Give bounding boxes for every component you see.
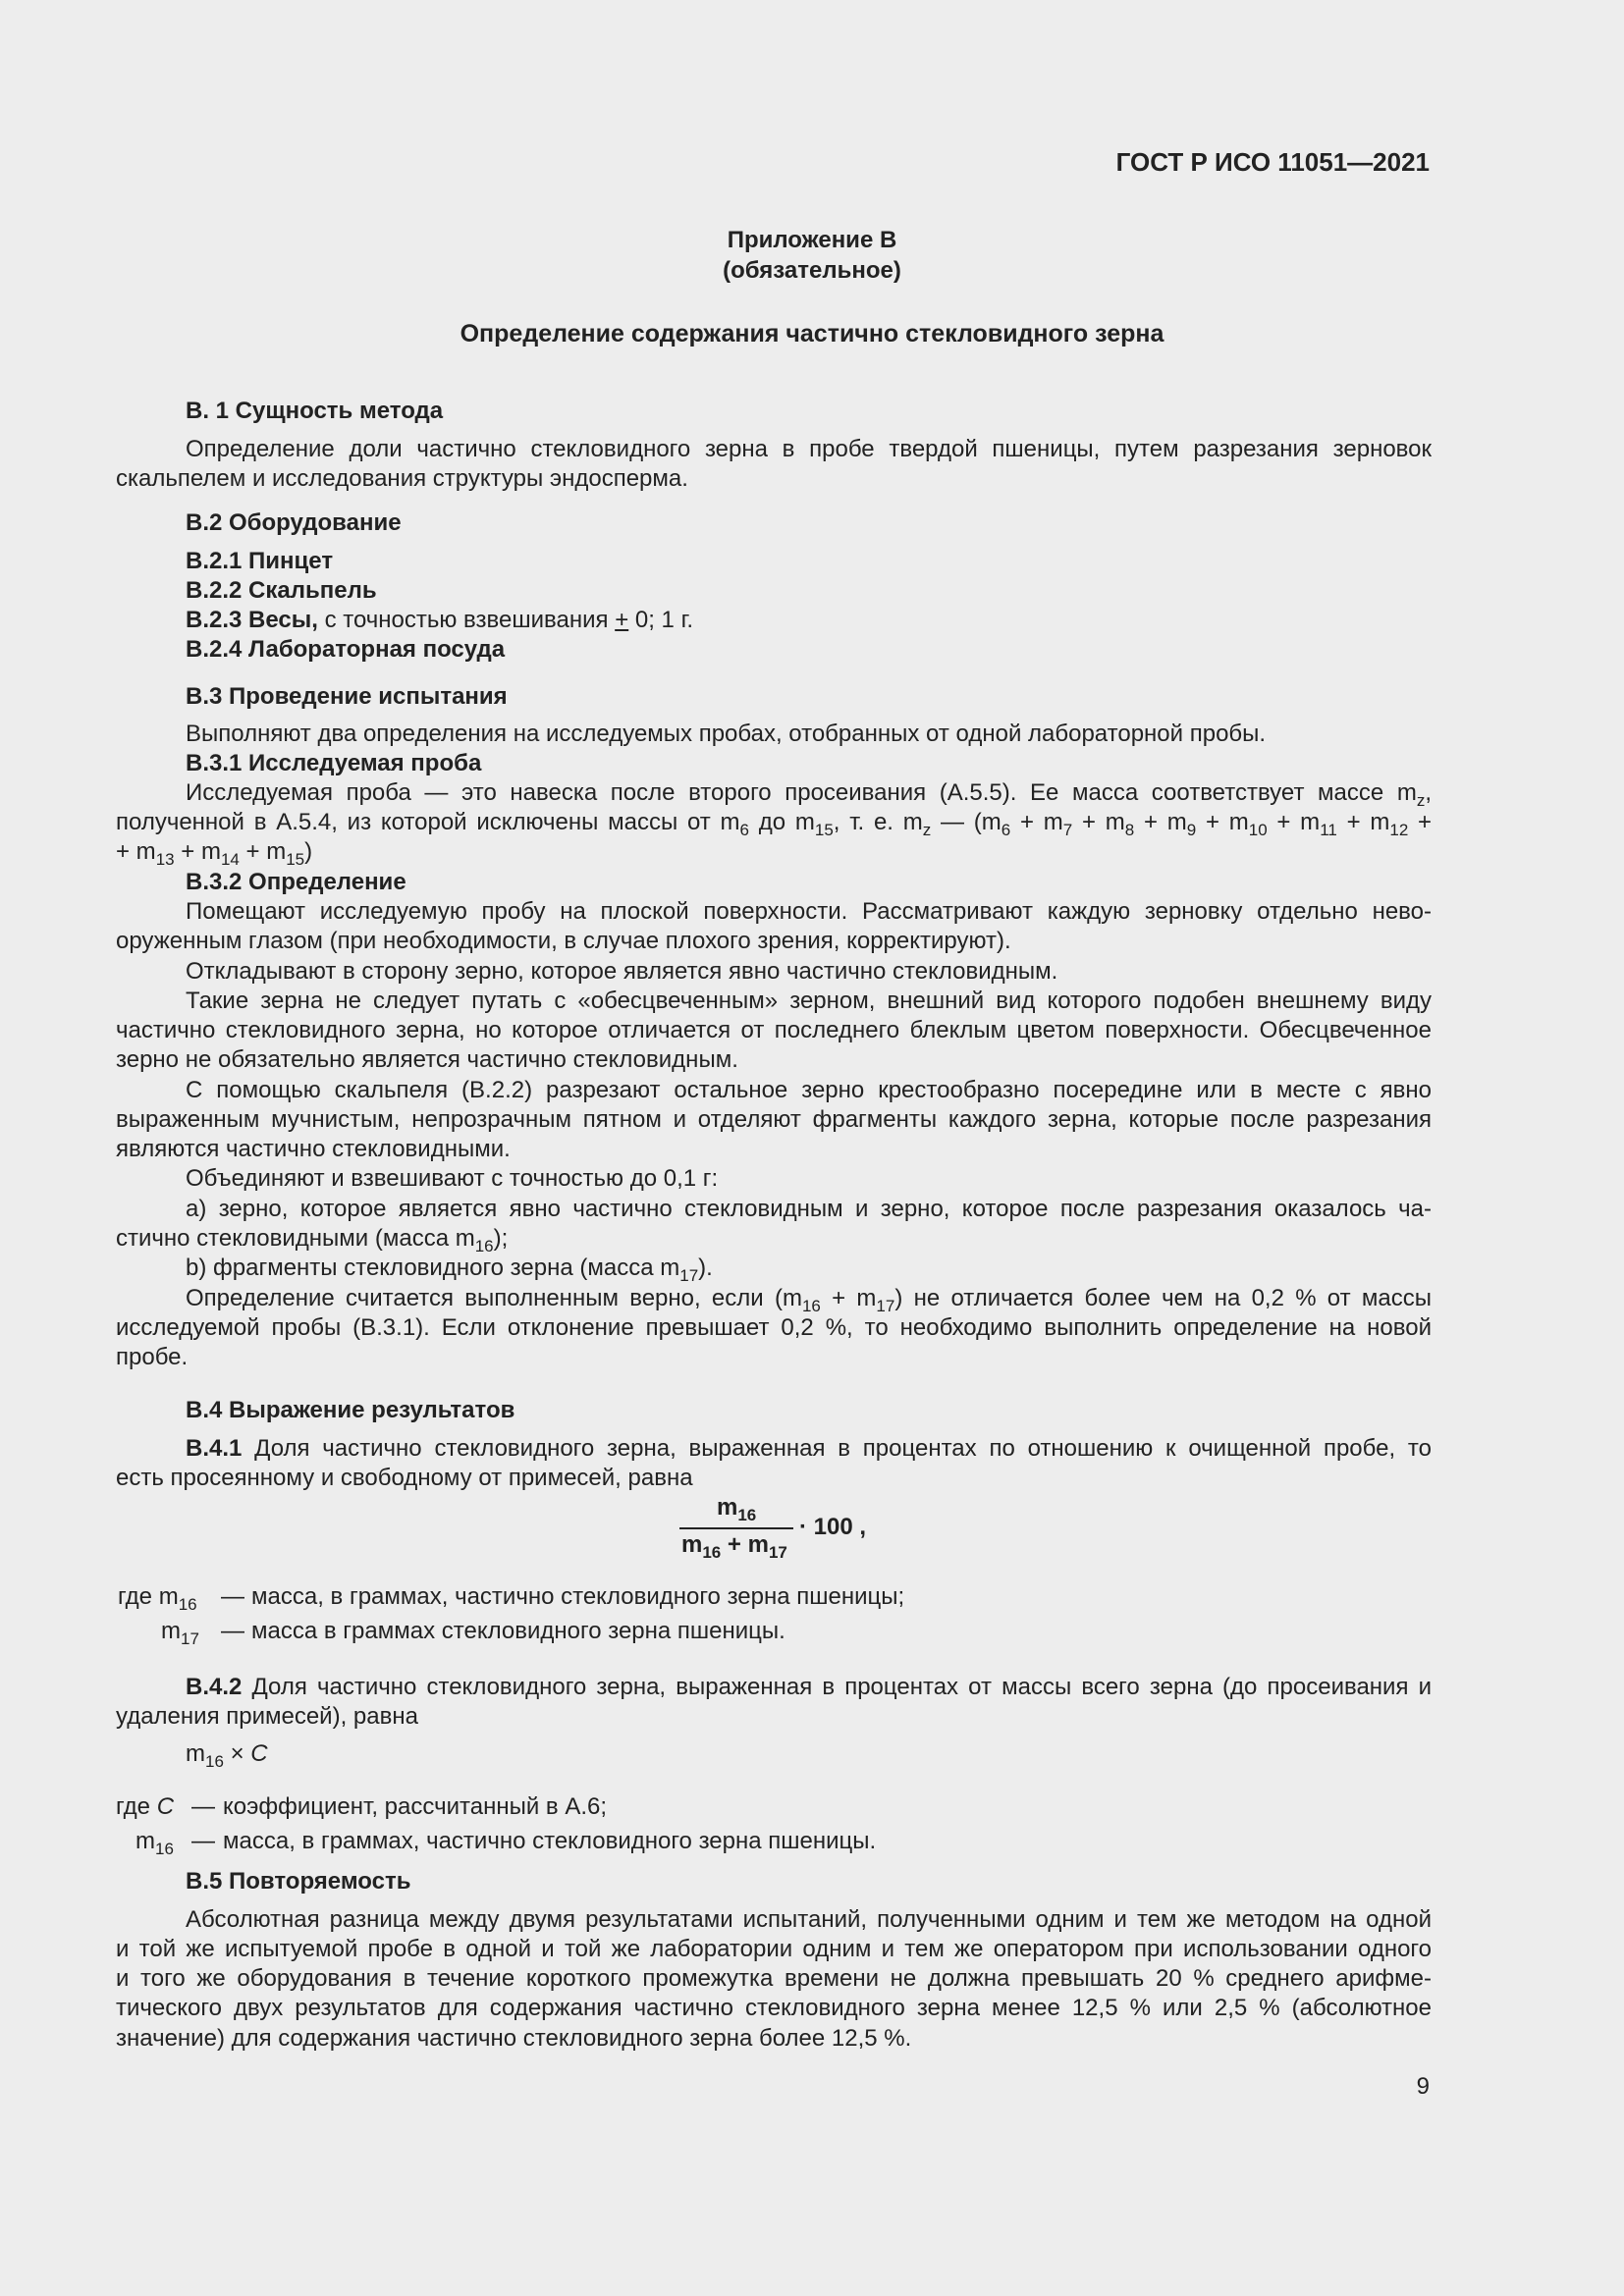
where-dash: — (221, 1583, 244, 1610)
formula-multiplier: · 100 , (799, 1514, 867, 1540)
where-dash: — (191, 1793, 215, 1820)
paragraph-line: Абсолютная разница между двумя результатами испытаний, полученными одним и тем же методом на одной (186, 1906, 1432, 1933)
paragraph-line: Откладывают в сторону зерно, которое является явно частично стекловидным. (186, 958, 1058, 985)
paragraph-line: и той же испытуемой пробе в одной и той же лаборатории одним и тем же оператором при использовании одного (116, 1936, 1432, 1962)
where-dash: — (221, 1618, 244, 1644)
subsection-b31-heading: В.3.1 Исследуемая проба (186, 750, 482, 776)
page-number: 9 (1416, 2073, 1430, 2100)
formula-denominator: $m_{16} + m_{17}$ (681, 1531, 787, 1562)
paragraph-line: В.4.1 Доля частично стекловидного зерна, выраженная в процентах по отношению к очищенной пробе, то (186, 1435, 1432, 1462)
paragraph-line: удаления примесей), равна (116, 1703, 418, 1730)
formula-fraction (677, 1494, 923, 1565)
equipment-item: В.2.2 Скальпель (186, 577, 377, 604)
section-b1-heading: В. 1 Сущность метода (186, 398, 444, 424)
where-definition: масса, в граммах, частично стекловидного зерна пшеницы. (223, 1828, 877, 1854)
where-label: $m_{17}$ (161, 1618, 199, 1648)
subsection-b32-heading: В.3.2 Определение (186, 869, 406, 895)
list-item-a: a) зерно, которое является явно частично стекловидным и зерно, которое после разрезания оказалось ча- (186, 1196, 1432, 1222)
paragraph-line: Такие зерна не следует путать с «обесцвеченным» зерном, внешний вид которого подобен внешнему виду (186, 988, 1432, 1014)
paragraph-line: В.4.2 Доля частично стекловидного зерна, выраженная в процентах от массы всего зерна (до просеивания и (186, 1674, 1432, 1700)
where-definition: масса в граммах стекловидного зерна пшеницы. (251, 1618, 785, 1644)
section-b4-heading: В.4 Выражение результатов (186, 1397, 515, 1423)
section-b2-heading: В.2 Оборудование (186, 509, 402, 536)
paragraph-line: Помещают исследуемую пробу на плоской поверхности. Рассматривают каждую зерновку отдельно нево- (186, 898, 1432, 925)
paragraph-line: исследуемой пробы (В.3.1). Если отклонение превышает 0,2 %, то необходимо выполнить определение на новой (116, 1314, 1432, 1341)
paragraph-line: являются частично стекловидными. (116, 1136, 511, 1162)
appendix-status: (обязательное) (723, 257, 901, 284)
paragraph-line: Определение считается выполненным верно, если $(m_{16} + m_{17})$ не отличается более чем на 0,2 % от массы (186, 1285, 1432, 1315)
where-definition: коэффициент, рассчитанный в А.6; (223, 1793, 608, 1820)
section-b3-heading: В.3 Проведение испытания (186, 683, 508, 710)
paragraph-line: Объединяют и взвешивают с точностью до 0,1 г: (186, 1165, 719, 1192)
list-item-b: b) фрагменты стекловидного зерна (масса $m_{17}$). (186, 1255, 713, 1285)
where-dash: — (191, 1828, 215, 1854)
equipment-item-scales: В.2.3 Весы, с точностью взвешивания + 0; 1 г. (186, 607, 694, 633)
expression: $m_{16} \times C$ (186, 1740, 268, 1771)
paragraph-line: полученной в А.5.4, из которой исключены массы от $m_6$ до $m_{15}$, т. е. $m_z$ — ($m_6 + m_7 + m_8 + m_9 + m_{10} + m_{11} + m_{12}$ + (116, 809, 1433, 839)
appendix-heading: Определение содержания частично стекловидного зерна (460, 320, 1164, 347)
standard-code: ГОСТ Р ИСО 11051—2021 (1115, 147, 1430, 177)
paragraph-line: Исследуемая проба — это навеска после второго просеивания (А.5.5). Ее масса соответствует массе $m_z$, (186, 779, 1432, 810)
paragraph-line: + $m_{13} + m_{14} + m_{15}$) (116, 838, 313, 869)
paragraph-line: С помощью скальпеля (В.2.2) разрезают остальное зерно крестообразно посередине или в месте с явно (186, 1077, 1432, 1103)
fraction-bar (679, 1527, 793, 1529)
where-label: $m_{16}$ (135, 1828, 174, 1858)
where-definition: масса, в граммах, частично стекловидного зерна пшеницы; (251, 1583, 905, 1610)
paragraph-line: зерно не обязательно является частично стекловидным. (116, 1046, 738, 1073)
where-label: где C (116, 1793, 175, 1820)
appendix-title: Приложение В (727, 227, 897, 253)
paragraph-line: есть просеянному и свободному от примесей, равна (116, 1465, 693, 1491)
paragraph-line: частично стекловидного зерна, но которое отличается от последнего блеклым цветом поверхности. Обесцвеченное (116, 1017, 1432, 1043)
formula-numerator: $m_{16}$ (717, 1494, 757, 1524)
equipment-item: В.2.1 Пинцет (186, 548, 334, 574)
paragraph-line: и того же оборудования в течение короткого промежутка времени не должна превышать 20 % среднего арифме- (116, 1965, 1432, 1992)
equipment-item: В.2.4 Лабораторная посуда (186, 636, 506, 663)
section-b5-heading: В.5 Повторяемость (186, 1868, 411, 1895)
where-label: где $m_{16}$ (118, 1583, 197, 1614)
paragraph-line: выраженным мучнистым, непрозрачным пятном и отделяют фрагменты каждого зерна, которые после разрезания (116, 1106, 1432, 1133)
paragraph-line: значение) для содержания частично стекловидного зерна более 12,5 %. (116, 2025, 912, 2052)
paragraph-line: пробе. (116, 1344, 189, 1370)
list-item-a-cont: стично стекловидными (масса $m_{16}$); (116, 1225, 509, 1255)
paragraph-line: скальпелем и исследования структуры эндосперма. (116, 465, 688, 492)
paragraph-line: Определение доли частично стекловидного зерна в пробе твердой пшеницы, путем разрезания зерновок (186, 436, 1432, 462)
paragraph-line: тического двух результатов для содержания частично стекловидного зерна менее 12,5 % или 2,5 % (абсолютное (116, 1995, 1432, 2021)
paragraph-line: Выполняют два определения на исследуемых пробах, отобранных от одной лабораторной пробы. (186, 721, 1267, 747)
paragraph-line: оруженным глазом (при необходимости, в случае плохого зрения, корректируют). (116, 928, 1011, 954)
